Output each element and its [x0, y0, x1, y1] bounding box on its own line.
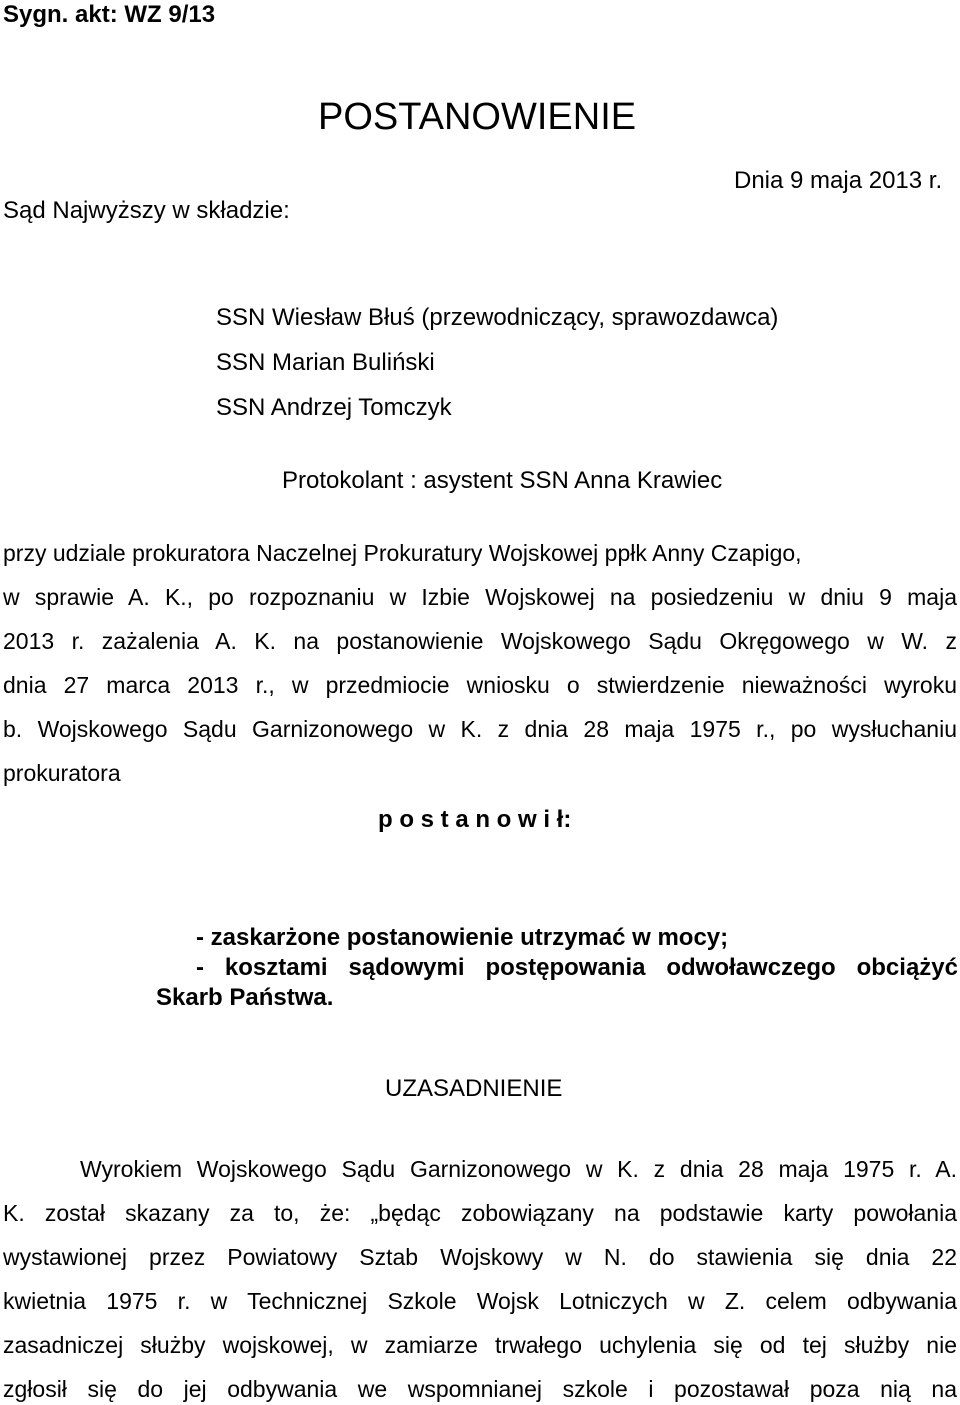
decision-item: - zaskarżone postanowienie utrzymać w mocy; [196, 924, 729, 951]
court-composition-label: Sąd Najwyższy w składzie: [3, 197, 290, 224]
intro-line: dnia 27 marca 2013 r., w przedmiocie wniosku o stwierdzenie nieważności wyroku [3, 672, 957, 698]
decision-item: Skarb Państwa. [156, 984, 334, 1011]
justification-line: zgłosił się do jej odbywania we wspomnianej szkole i pozostawał poza nią na [3, 1376, 957, 1402]
judge-entry: SSN Marian Buliński [216, 349, 435, 376]
intro-line: prokuratora [3, 760, 121, 786]
justification-line: Wyrokiem Wojskowego Sądu Garnizonowego w K. z dnia 28 maja 1975 r. A. [80, 1156, 957, 1182]
judge-entry: SSN Wiesław Błuś (przewodniczący, sprawozdawca) [216, 304, 779, 331]
justification-line: wystawionej przez Powiatowy Sztab Wojskowy w N. do stawienia się dnia 22 [3, 1244, 957, 1270]
protocolist: Protokolant : asystent SSN Anna Krawiec [282, 467, 723, 494]
justification-line: kwietnia 1975 r. w Technicznej Szkole Wojsk Lotniczych w Z. celem odbywania [3, 1288, 957, 1314]
judge-entry: SSN Andrzej Tomczyk [216, 394, 452, 421]
decision-heading: p o s t a n o w i ł: [378, 806, 572, 833]
case-signature: Sygn. akt: WZ 9/13 [3, 1, 216, 28]
justification-line: zasadniczej służby wojskowej, w zamiarze trwałego uchylenia się od tej służby nie [3, 1332, 957, 1358]
intro-line: przy udziale prokuratora Naczelnej Prokuratury Wojskowej ppłk Anny Czapigo, [3, 540, 802, 566]
justification-line: K. został skazany za to, że: „będąc zobowiązany na podstawie karty powołania [3, 1200, 957, 1226]
intro-line: 2013 r. zażalenia A. K. na postanowienie Wojskowego Sądu Okręgowego w W. z [3, 628, 957, 654]
intro-line: b. Wojskowego Sądu Garnizonowego w K. z dnia 28 maja 1975 r., po wysłuchaniu [3, 716, 957, 742]
document-date: Dnia 9 maja 2013 r. [734, 167, 943, 194]
decision-item: - kosztami sądowymi postępowania odwoławczego obciążyć [196, 954, 958, 981]
document-title: POSTANOWIENIE [318, 96, 637, 138]
intro-line: w sprawie A. K., po rozpoznaniu w Izbie Wojskowej na posiedzeniu w dniu 9 maja [3, 584, 957, 610]
justification-heading: UZASADNIENIE [385, 1075, 563, 1102]
